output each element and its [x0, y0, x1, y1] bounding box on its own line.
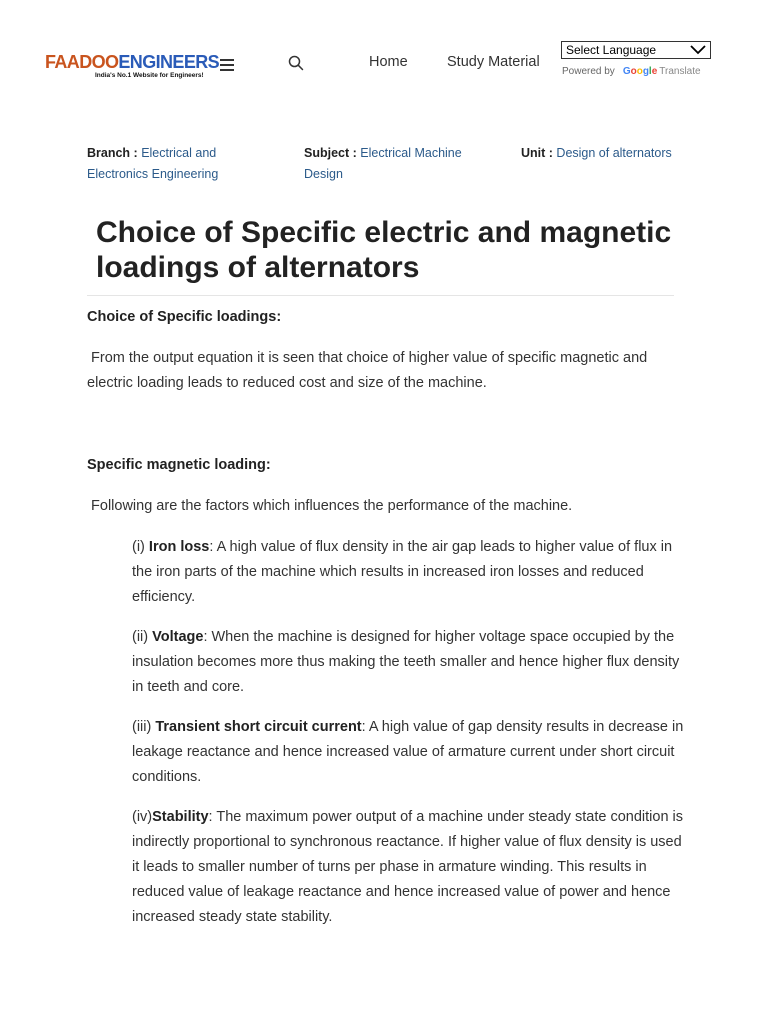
- search-icon[interactable]: [288, 55, 304, 71]
- google-logo-text[interactable]: Google: [622, 66, 658, 77]
- factor-term: Iron loss: [148, 539, 210, 555]
- meta-branch: [87, 143, 247, 185]
- factor-term: Stability: [152, 809, 209, 825]
- unit-link[interactable]: Design of alternators: [556, 146, 672, 160]
- nav-home-link[interactable]: Home: [369, 54, 408, 70]
- language-select[interactable]: [561, 41, 711, 59]
- subject-label: Subject :: [304, 146, 357, 160]
- hamburger-icon[interactable]: [220, 59, 234, 71]
- logo-tagline: India's No.1 Website for Engineers!: [95, 72, 204, 79]
- factors-list: [132, 535, 687, 930]
- site-logo[interactable]: [45, 52, 220, 82]
- meta-subject: [304, 143, 494, 185]
- list-item: [132, 625, 687, 700]
- factor-text: : A high value of gap density results in decrease in leakage reactance and hence increased value of armature current under short circuit conditions.: [132, 719, 684, 785]
- nav-study-material-link[interactable]: Study Material: [447, 54, 540, 70]
- unit-label: Unit :: [521, 146, 553, 160]
- factor-prefix: (iii): [132, 719, 156, 735]
- section-paragraph-magnetic-intro: Following are the factors which influences the performance of the machine.: [87, 498, 573, 514]
- branch-link[interactable]: Electrical and Electronics Engineering: [87, 146, 219, 181]
- list-item: [132, 715, 687, 790]
- factor-term: Voltage: [152, 629, 204, 645]
- section-heading-specific-loadings: Choice of Specific loadings:: [87, 309, 282, 325]
- factor-text: : When the machine is designed for higher voltage space occupied by the insulation becomes more thus making the teeth smaller and hence higher flux density in teeth and core.: [132, 629, 680, 695]
- google-translate-attribution: [562, 66, 701, 77]
- powered-by-label: Powered by: [562, 66, 615, 77]
- language-select-value: Select Language: [566, 43, 657, 57]
- list-item: [132, 805, 687, 930]
- article-content: [87, 305, 687, 945]
- logo-wordmark: [45, 52, 219, 72]
- section-paragraph-specific-loadings: From the output equation it is seen that choice of higher value of specific magnetic and electric loading leads to reduced cost and size of the machine.: [87, 350, 652, 391]
- translate-link[interactable]: Translate: [659, 66, 701, 77]
- factor-text: : A high value of flux density in the air gap leads to higher value of flux in the iron parts of the machine which results in increased iron losses and reduced efficiency.: [132, 539, 673, 605]
- logo-faadoo: FAADOO: [45, 52, 119, 72]
- site-header: [0, 0, 768, 110]
- factor-prefix: (i): [132, 539, 149, 555]
- page-title: Choice of Specific electric and magnetic loadings of alternators: [96, 216, 672, 284]
- section-heading-magnetic-loading: Specific magnetic loading:: [87, 457, 271, 473]
- factor-text: : The maximum power output of a machine under steady state condition is indirectly proportional to synchronous reactance. If higher value of flux density is used it leads to smaller number of turns per phase in armature winding. This results in reduced value of leakage reactance and hence increased value of power and hence increased steady state stability.: [132, 809, 684, 925]
- factor-prefix: (ii): [132, 629, 153, 645]
- logo-engineers: ENGINEERS: [118, 52, 220, 72]
- branch-label: Branch :: [87, 146, 138, 160]
- subject-link[interactable]: Electrical Machine Design: [304, 146, 462, 181]
- list-item: [132, 535, 687, 610]
- chevron-down-icon: [690, 44, 706, 56]
- meta-unit: [521, 143, 721, 164]
- factor-prefix: (iv): [132, 809, 153, 825]
- factor-term: Transient short circuit current: [155, 719, 362, 735]
- title-divider: [87, 295, 674, 296]
